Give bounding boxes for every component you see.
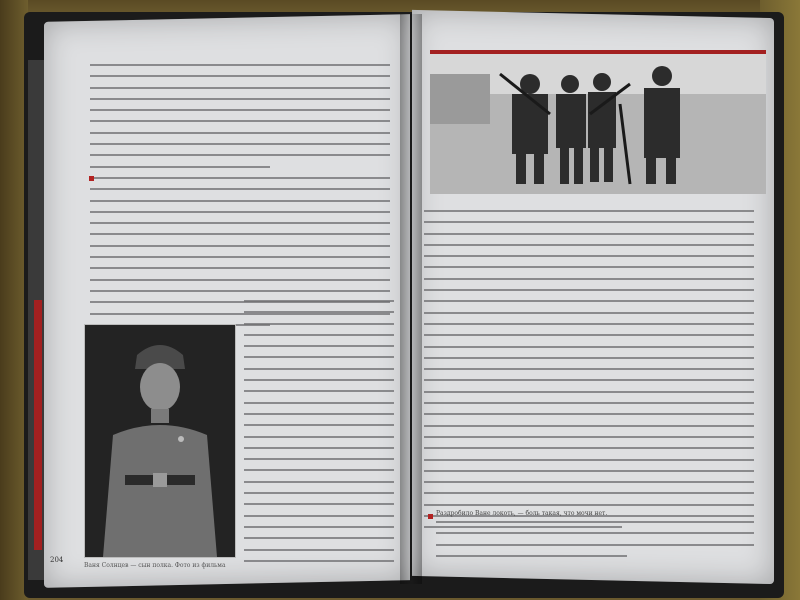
quote-start: Раздробило Ване локоть, — боль такая, что мочи нет.: [436, 510, 608, 517]
photo-caption: Ваня Солнцев — сын полка. Фото из фильма: [84, 562, 226, 569]
right-text-bottom: [436, 510, 754, 566]
boy-portrait-photo: [84, 324, 236, 558]
red-spine-tab: [34, 300, 42, 550]
book-spine: [400, 14, 422, 584]
soldiers-photo: [430, 50, 766, 194]
left-text-top: [90, 64, 390, 335]
left-text-column: [244, 300, 394, 571]
right-bullet-marker: [428, 514, 433, 519]
left-bullet-marker: [89, 176, 94, 181]
right-text-main: [424, 210, 754, 538]
page-number-left: 204: [50, 556, 64, 564]
